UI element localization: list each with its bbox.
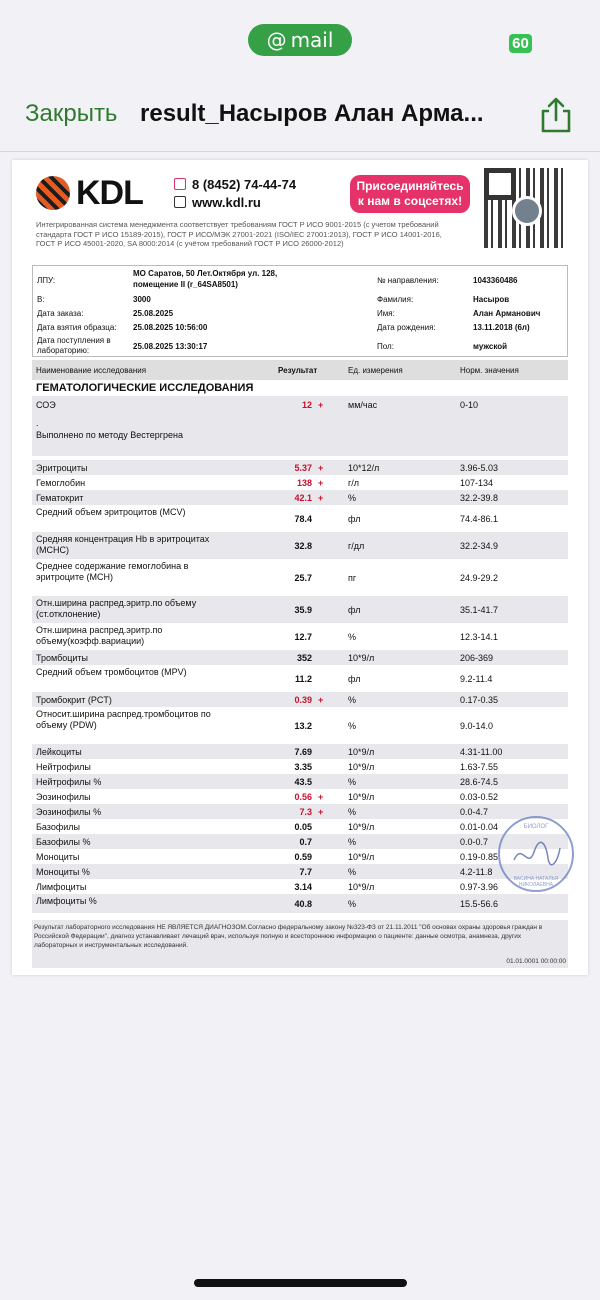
kdl-logo: [36, 173, 156, 212]
phone-icon: [174, 178, 186, 190]
test-name: Отн.ширина распред.эритр.по объему(коэфф.вариации): [36, 625, 163, 646]
test-unit: 10*9/л: [348, 761, 375, 772]
test-name: Гемоглобин: [36, 477, 86, 488]
website-link: www.kdl.ru: [192, 195, 261, 210]
share-icon[interactable]: [538, 96, 574, 134]
lpu-label: ЛПУ:: [37, 276, 56, 285]
test-unit: пг: [348, 572, 357, 583]
phone-number: 8 (8452) 74-44-74: [192, 177, 297, 192]
header-name: Наименование исследования: [36, 366, 147, 375]
test-unit: %: [348, 898, 357, 909]
test-result: 0.05: [294, 821, 312, 832]
test-name: Лимфоциты %: [36, 896, 97, 906]
contacts: [174, 176, 296, 212]
table-row: [32, 834, 568, 849]
test-result: 138: [296, 477, 312, 488]
test-name: Эозинофилы %: [36, 806, 102, 817]
test-norm: 24.9-29.2: [460, 572, 499, 583]
v-value: 3000: [133, 295, 151, 304]
abnormal-flag: +: [318, 477, 324, 488]
test-result: 32.8: [294, 540, 312, 551]
signature-icon: [512, 840, 562, 870]
test-name: Гематокрит: [36, 492, 84, 503]
social-line-1: Присоединяйтесь: [356, 179, 464, 193]
test-result: 11.2: [294, 673, 312, 684]
test-unit: 10*9/л: [348, 821, 375, 832]
test-unit: 10*9/л: [348, 746, 375, 757]
lab-result-document: [12, 160, 588, 975]
test-norm: 4.31-11.00: [460, 746, 503, 757]
v-label: В:: [37, 295, 45, 304]
test-result: 5.37: [294, 462, 312, 473]
mail-indicator[interactable]: [248, 24, 352, 56]
test-unit: 10*12/л: [348, 462, 380, 473]
lab-date: 25.08.2025 13:30:17: [133, 342, 208, 351]
dob: 13.11.2018 (6л): [473, 323, 530, 332]
test-norm: 0.17-0.35: [460, 694, 499, 705]
test-name: Тромбоциты: [36, 652, 89, 663]
lpu-line-2: помещение II (r_64SA8501): [133, 280, 238, 289]
abnormal-flag: +: [318, 462, 324, 473]
test-result: 0.7: [299, 836, 312, 847]
social-banner: [350, 175, 470, 213]
test-unit: %: [348, 631, 357, 642]
test-norm: 0.19-0.85: [460, 851, 499, 862]
test-result: 43.5: [294, 776, 312, 787]
test-norm: 4.2-11.8: [460, 866, 493, 877]
mail-label: mail: [290, 28, 334, 52]
logo-mark-icon: [36, 176, 70, 210]
test-name: Среднее содержание гемоглобина в эритроците (MCH): [36, 561, 189, 582]
table-row: [32, 879, 568, 894]
test-result: 40.8: [294, 898, 312, 909]
document-title: result_Насыров Алан Арма...: [140, 100, 484, 127]
referral-label: № направления:: [377, 276, 439, 285]
esr-result: 12: [301, 400, 312, 410]
test-unit: 10*9/л: [348, 851, 375, 862]
biologist-stamp: [498, 816, 574, 892]
order-date-label: Дата заказа:: [37, 309, 84, 318]
test-name: Моноциты: [36, 851, 80, 862]
surname-label: Фамилия:: [377, 295, 414, 304]
test-result: 12.7: [294, 631, 312, 642]
test-name: Отн.ширина распред.эритр.по объему (ст.отклонение): [36, 598, 197, 619]
site-line: [174, 194, 296, 212]
test-result: 3.35: [294, 761, 312, 772]
test-result: 7.69: [294, 746, 312, 757]
status-bar: [0, 0, 600, 80]
test-name: Средний объем эритроцитов (MCV): [36, 507, 186, 517]
table-row: [32, 596, 568, 623]
test-norm: 9.0-14.0: [460, 720, 494, 731]
test-name: Моноциты %: [36, 866, 90, 877]
lab-date-label-2: лабораторию:: [37, 346, 90, 355]
test-unit: %: [348, 866, 357, 877]
referral-number: 1043360486: [473, 276, 518, 285]
test-name: Эритроциты: [36, 462, 88, 473]
test-name: Нейтрофилы %: [36, 776, 102, 787]
abnormal-flag: +: [318, 791, 324, 802]
table-row: [32, 804, 568, 819]
social-line-2: к нам в соцсетях!: [357, 194, 463, 208]
test-norm: 28.6-74.5: [460, 776, 499, 787]
esr-method: Выполнено по методу Вестергрена: [36, 430, 184, 440]
esr-flag: +: [318, 400, 324, 410]
test-name: Тромбокрит (PCT): [36, 694, 112, 705]
header-result: Результат: [278, 366, 318, 375]
test-norm: 15.5-56.6: [460, 898, 499, 909]
test-unit: %: [348, 806, 357, 817]
disclaimer-text: Результат лабораторного исследования НЕ ЯВЛЯЕТСЯ ДИАГНОЗОМ.Согласно федеральному закону №323-ФЗ от 21.11.2011 "Об основах охраны здоровья граждан в Российской Федерации", диагноз устанавливает лечащий врач, используя полную и всестороннюю информацию о пациенте: данные осмотра, анамнеза, других лабораторных и инструментальных исследований.: [34, 924, 543, 949]
abnormal-flag: +: [318, 492, 324, 503]
table-row: [32, 759, 568, 774]
surname: Насыров: [473, 295, 510, 304]
test-unit: фл: [348, 604, 361, 615]
test-result: 0.39: [294, 694, 312, 705]
test-unit: г/л: [348, 477, 360, 488]
name-label: Имя:: [377, 309, 395, 318]
close-button[interactable]: Закрыть: [25, 100, 118, 127]
test-result: 13.2: [294, 720, 312, 731]
test-result: 3.14: [294, 881, 312, 892]
test-norm: 74.4-86.1: [460, 513, 499, 524]
table-row: [32, 707, 568, 744]
esr-row: [32, 396, 568, 456]
table-row: [32, 650, 568, 665]
esr-norm: 0-10: [460, 400, 479, 410]
section-title: ГЕМАТОЛОГИЧЕСКИЕ ИССЛЕДОВАНИЯ: [36, 382, 254, 394]
table-row: [32, 475, 568, 490]
test-norm: 3.96-5.03: [460, 462, 499, 473]
document-date: 01.01.0001 00:00:00: [506, 958, 566, 965]
qr-code-icon: [484, 168, 564, 248]
sex-label: Пол:: [377, 342, 394, 351]
abnormal-flag: +: [318, 694, 324, 705]
table-row: [32, 692, 568, 707]
test-result: 0.59: [294, 851, 312, 862]
table-row: [32, 774, 568, 789]
test-norm: 0.0-0.7: [460, 836, 489, 847]
lab-date-label-1: Дата поступления в: [37, 336, 111, 345]
header-norm: Норм. значения: [460, 366, 519, 375]
test-norm: 0.0-4.7: [460, 806, 489, 817]
test-unit: г/дл: [348, 540, 365, 551]
test-result: 25.7: [294, 572, 312, 583]
at-icon: @: [266, 28, 287, 52]
test-name: Средняя концентрация Hb в эритроцитах (MCHC): [36, 534, 210, 555]
test-name: Средний объем тромбоцитов (MPV): [36, 667, 187, 677]
test-norm: 9.2-11.4: [460, 673, 493, 684]
test-unit: %: [348, 720, 357, 731]
test-name: Относит.ширина распред.тромбоцитов по объему (PDW): [36, 709, 211, 730]
sample-date-label: Дата взятия образца:: [37, 323, 117, 332]
test-norm: 206-369: [460, 652, 494, 663]
table-row: [32, 744, 568, 759]
test-result: 35.9: [294, 604, 312, 615]
monitor-icon: [174, 196, 186, 208]
test-norm: 32.2-39.8: [460, 492, 499, 503]
table-row: [32, 665, 568, 692]
test-result: 352: [296, 652, 312, 663]
stamp-bottom-text: ВАСИНА НАТАЛЬЯ НИКОЛАЕВНА: [513, 876, 559, 888]
test-name: Лимфоциты: [36, 881, 87, 892]
test-norm: 12.3-14.1: [460, 631, 499, 642]
test-name: Базофилы %: [36, 836, 91, 847]
stamp-top-text: БИОЛОГ: [523, 824, 549, 830]
test-unit: %: [348, 836, 357, 847]
table-row: [32, 490, 568, 505]
patient-info-box: [32, 265, 568, 357]
table-row: [32, 864, 568, 879]
results-table-header: [32, 360, 568, 380]
header-unit: Ед. измерения: [348, 366, 403, 375]
test-norm: 0.03-0.52: [460, 791, 499, 802]
test-norm: 107-134: [460, 477, 494, 488]
dob-label: Дата рождения:: [377, 323, 436, 332]
table-row: [32, 460, 568, 475]
test-unit: 10*9/л: [348, 791, 375, 802]
test-unit: фл: [348, 673, 361, 684]
table-row: [32, 505, 568, 532]
logo-text: KDL: [76, 173, 143, 212]
test-name: Базофилы: [36, 821, 80, 832]
test-norm: 1.63-7.55: [460, 761, 499, 772]
disclaimer: [32, 920, 568, 968]
table-row: [32, 789, 568, 804]
test-result: 7.3: [299, 806, 312, 817]
test-unit: %: [348, 492, 357, 503]
table-row: [32, 849, 568, 864]
table-row: [32, 819, 568, 834]
order-date: 25.08.2025: [133, 309, 174, 318]
esr-dot: .: [36, 418, 39, 428]
test-unit: 10*9/л: [348, 881, 375, 892]
test-result: 0.56: [294, 791, 312, 802]
test-norm: 35.1-41.7: [460, 604, 499, 615]
test-unit: 10*9/л: [348, 652, 375, 663]
test-name: Эозинофилы: [36, 791, 91, 802]
iso-certification-text: Интегрированная система менеджмента соответствует требованиям ГОСТ Р ИСО 9001-2015 (с учетом требований стандарта ГОСТ Р ИСО 15189-2015), ГОСТ Р ИСО/МЭК 27001-2021 (ISO/IEC 27001:2013), ГОСТ Р ИСО 14001-2016, ГОСТ Р ИСО 45001-2020, SA 8000:2014 (с учётом требований ГОСТ Р ИСО 26000-2012): [36, 220, 442, 248]
patient-name: Алан Арманович: [473, 309, 541, 318]
test-result: 7.7: [299, 866, 312, 877]
table-row: [32, 894, 568, 913]
test-result: 42.1: [294, 492, 312, 503]
test-name: Лейкоциты: [36, 746, 82, 757]
sample-date: 25.08.2025 10:56:00: [133, 323, 208, 332]
esr-name: СОЭ: [36, 400, 56, 410]
test-unit: %: [348, 776, 357, 787]
esr-unit: мм/час: [348, 400, 378, 410]
table-row: [32, 532, 568, 559]
test-unit: %: [348, 694, 357, 705]
home-indicator[interactable]: [194, 1279, 407, 1287]
lpu-line-1: МО Саратов, 50 Лет.Октября ул. 128,: [133, 269, 278, 278]
test-name: Нейтрофилы: [36, 761, 91, 772]
table-row: [32, 559, 568, 596]
phone-line: [174, 176, 296, 194]
test-norm: 0.01-0.04: [460, 821, 499, 832]
nav-bar: [0, 80, 600, 152]
test-unit: фл: [348, 513, 361, 524]
test-norm: 32.2-34.9: [460, 540, 499, 551]
table-row: [32, 623, 568, 650]
battery-indicator: 60: [509, 34, 532, 53]
test-result: 78.4: [294, 513, 312, 524]
abnormal-flag: +: [318, 806, 324, 817]
sex: мужской: [473, 342, 508, 351]
test-norm: 0.97-3.96: [460, 881, 499, 892]
